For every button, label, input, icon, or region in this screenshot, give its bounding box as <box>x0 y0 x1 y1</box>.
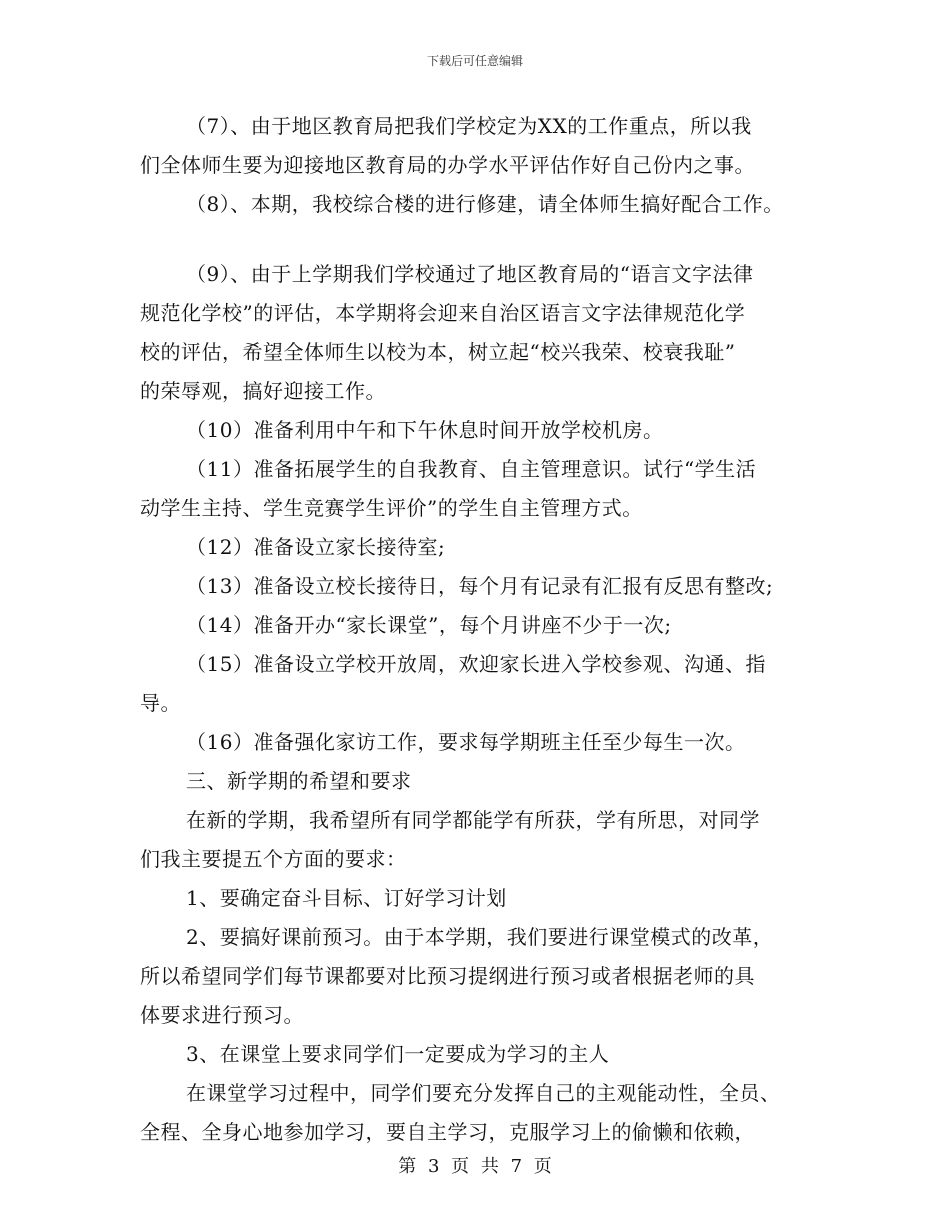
paragraph-line: （14）准备开办“家长课堂”，每个月讲座不少于一次; <box>186 613 672 637</box>
paragraph-line: （11）准备拓展学生的自我教育、自主管理意识。试行“学生活 <box>186 457 757 481</box>
list-item: 3、在课堂上要求同学们一定要成为学习的主人 <box>186 1042 610 1066</box>
paragraph-line: 规范化学校”的评估，本学期将会迎来自治区语言文字法律规范化学 <box>140 301 746 325</box>
paragraph-line: 动学生主持、学生竞赛学生评价”的学生自主管理方式。 <box>140 496 643 520</box>
list-item: 2、要搞好课前预习。由于本学期，我们要进行课堂模式的改革， <box>186 925 774 949</box>
paragraph-line: 的荣辱观，搞好迎接工作。 <box>140 379 386 403</box>
paragraph-line: 体要求进行预习。 <box>140 1003 304 1027</box>
paragraph-line: （7）、由于地区教育局把我们学校定为XX的工作重点，所以我 <box>186 114 752 138</box>
document-body <box>140 107 830 1152</box>
header-note: 下载后可任意编辑 <box>426 54 523 68</box>
list-item: 1、要确定奋斗目标、订好学习计划 <box>186 886 507 910</box>
paragraph-line: （12）准备设立家长接待室; <box>186 535 446 559</box>
paragraph-line: （10）准备利用中午和下午休息时间开放学校机房。 <box>186 418 664 442</box>
paragraph-line: 在课堂学习过程中，同学们要充分发挥自己的主观能动性，全员、 <box>186 1081 781 1105</box>
paragraph-line: 校的评估，希望全体师生以校为本，树立起“校兴我荣、校衰我耻” <box>140 340 736 364</box>
paragraph-line: 所以希望同学们每节课都要对比预习提纲进行预习或者根据老师的具 <box>140 964 755 988</box>
paragraph-line: （16）准备强化家访工作，要求每学期班主任至少每生一次。 <box>186 730 746 754</box>
paragraph-line: 在新的学期，我希望所有同学都能学有所获，学有所思，对同学 <box>186 808 760 832</box>
paragraph-line: 导。 <box>140 691 181 715</box>
paragraph-line: 们我主要提五个方面的要求： <box>140 847 407 871</box>
paragraph-line: 们全体师生要为迎接地区教育局的办学水平评估作好自己份内之事。 <box>140 153 755 177</box>
paragraph-line: （8）、本期，我校综合楼的进行修建，请全体师生搞好配合工作。 <box>186 192 784 216</box>
paragraph-gap <box>140 224 830 255</box>
paragraph-line: （13）准备设立校长接待日，每个月有记录有汇报有反思有整改; <box>186 574 774 598</box>
page-footer: 第 3 页 共 7 页 <box>398 1156 552 1177</box>
paragraph-line: （15）准备设立学校开放周，欢迎家长进入学校参观、沟通、指 <box>186 652 766 676</box>
paragraph-line: 全程、全身心地参加学习，要自主学习，克服学习上的偷懒和依赖， <box>140 1120 755 1144</box>
section-heading: 三、新学期的希望和要求 <box>186 769 412 793</box>
paragraph-line: （9）、由于上学期我们学校通过了地区教育局的“语言文字法律 <box>186 262 754 286</box>
